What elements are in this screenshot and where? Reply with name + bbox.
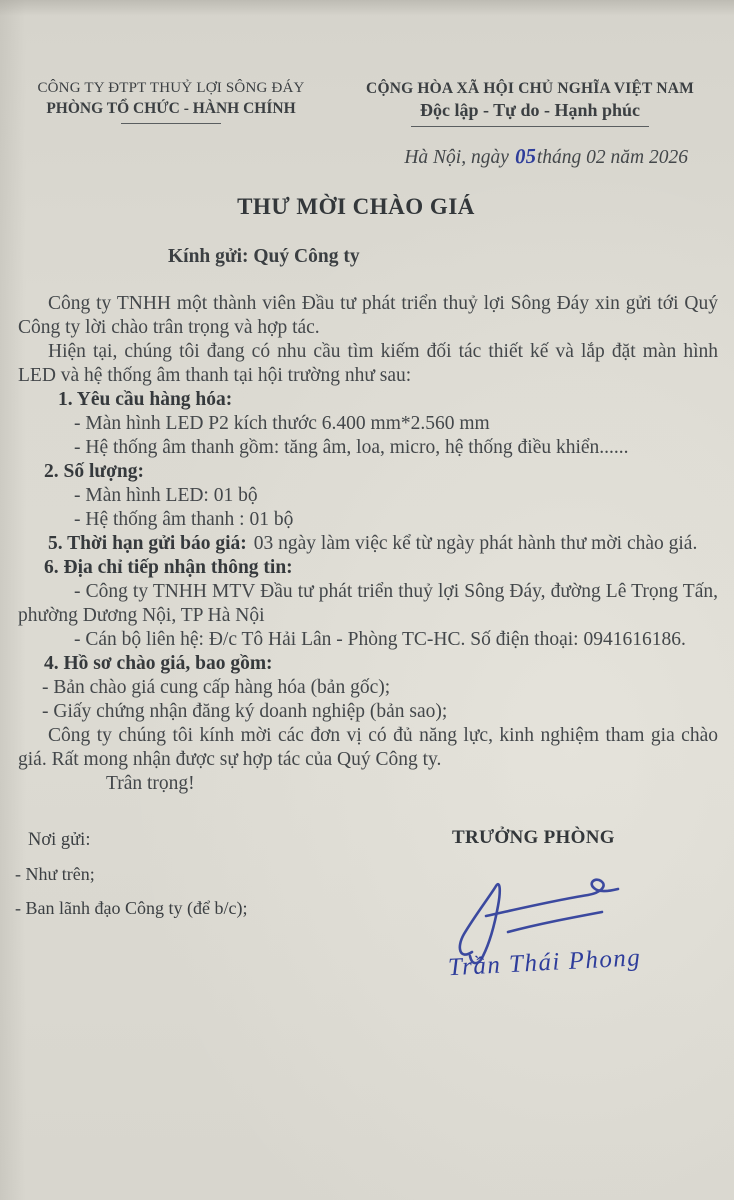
letter-body — [18, 292, 718, 796]
intro-paragraph-2: Hiện tại, chúng tôi đang có nhu cầu tìm kiếm đối tác thiết kế và lắp đặt màn hình LED và hệ thống âm thanh tại hội trường như sau: — [18, 341, 718, 386]
national-motto-line2: Độc lập - Tự do - Hạnh phúc — [419, 100, 641, 120]
national-motto-line1: CỘNG HÒA XÃ HỘI CHỦ NGHĨA VIỆT NAM — [366, 80, 694, 97]
regards-line: Trân trọng! — [106, 773, 195, 794]
date-prefix: Hà Nội, ngày — [404, 147, 509, 168]
recipients-label: Nơi gửi: — [28, 830, 91, 850]
section-1-item: - Màn hình LED P2 kích thước 6.400 mm*2.560 mm — [74, 413, 490, 434]
letterhead-company-block — [10, 80, 332, 127]
section-2-heading: 2. Số lượng: — [44, 461, 144, 482]
letterhead-left-rule — [121, 123, 221, 124]
closing-paragraph: Công ty chúng tôi kính mời các đơn vị có đủ năng lực, kinh nghiệm tham gia chào giá. Rất mong nhận được sự hợp tác của Quý Công ty. — [18, 725, 718, 770]
section-4-item: - Bản chào giá cung cấp hàng hóa (bản gốc); — [42, 677, 391, 698]
recipient-item: - Như trên; — [15, 864, 95, 884]
letterhead-national-block — [332, 80, 728, 127]
letterhead — [0, 0, 734, 127]
recipient-item: - Ban lãnh đạo Công ty (để b/c); — [15, 898, 248, 918]
letterhead-right-rule — [411, 126, 649, 127]
section-1-heading: 1. Yêu cầu hàng hóa: — [58, 389, 233, 410]
section-6-heading: 6. Địa chỉ tiếp nhận thông tin: — [44, 557, 293, 578]
date-line — [0, 144, 734, 169]
company-name: CÔNG TY ĐTPT THUỶ LỢI SÔNG ĐÁY — [37, 80, 305, 96]
section-5-text: 03 ngày làm việc kể từ ngày phát hành thư mời chào giá. — [253, 533, 698, 554]
department-name: PHÒNG TỔ CHỨC - HÀNH CHÍNH — [46, 100, 296, 117]
section-4-heading: 4. Hồ sơ chào giá, bao gồm: — [44, 653, 273, 674]
section-2-item: - Hệ thống âm thanh : 01 bộ — [74, 509, 294, 530]
section-1-item: - Hệ thống âm thanh gồm: tăng âm, loa, micro, hệ thống điều khiển...... — [74, 437, 629, 458]
salutation: Kính gửi: Quý Công ty — [168, 246, 360, 267]
section-2-item: - Màn hình LED: 01 bộ — [74, 485, 258, 506]
handwritten-day: 05 — [514, 143, 537, 169]
section-5-heading: 5. Thời hạn gửi báo giá: — [48, 533, 247, 554]
document-title: THƯ MỜI CHÀO GIÁ — [237, 194, 475, 219]
signer-title: TRƯỞNG PHÒNG — [452, 827, 615, 848]
section-6-item: - Cán bộ liên hệ: Đ/c Tô Hải Lân - Phòng TC-HC. Số điện thoại: 0941616186. — [74, 629, 686, 650]
section-6-item: - Công ty TNHH MTV Đầu tư phát triển thuỷ lợi Sông Đáy, đường Lê Trọng Tấn, phường Dương Nội, TP Hà Nội — [18, 581, 718, 626]
intro-paragraph-1: Công ty TNHH một thành viên Đầu tư phát triển thuỷ lợi Sông Đáy xin gửi tới Quý Công ty lời chào trân trọng và hợp tác. — [18, 293, 718, 338]
date-suffix: tháng 02 năm 2026 — [536, 147, 688, 168]
signer-name-handwritten: Trần Thái Phong — [447, 944, 642, 982]
section-5-paragraph — [18, 532, 718, 556]
section-4-item: - Giấy chứng nhận đăng ký doanh nghiệp (bản sao); — [42, 701, 448, 722]
